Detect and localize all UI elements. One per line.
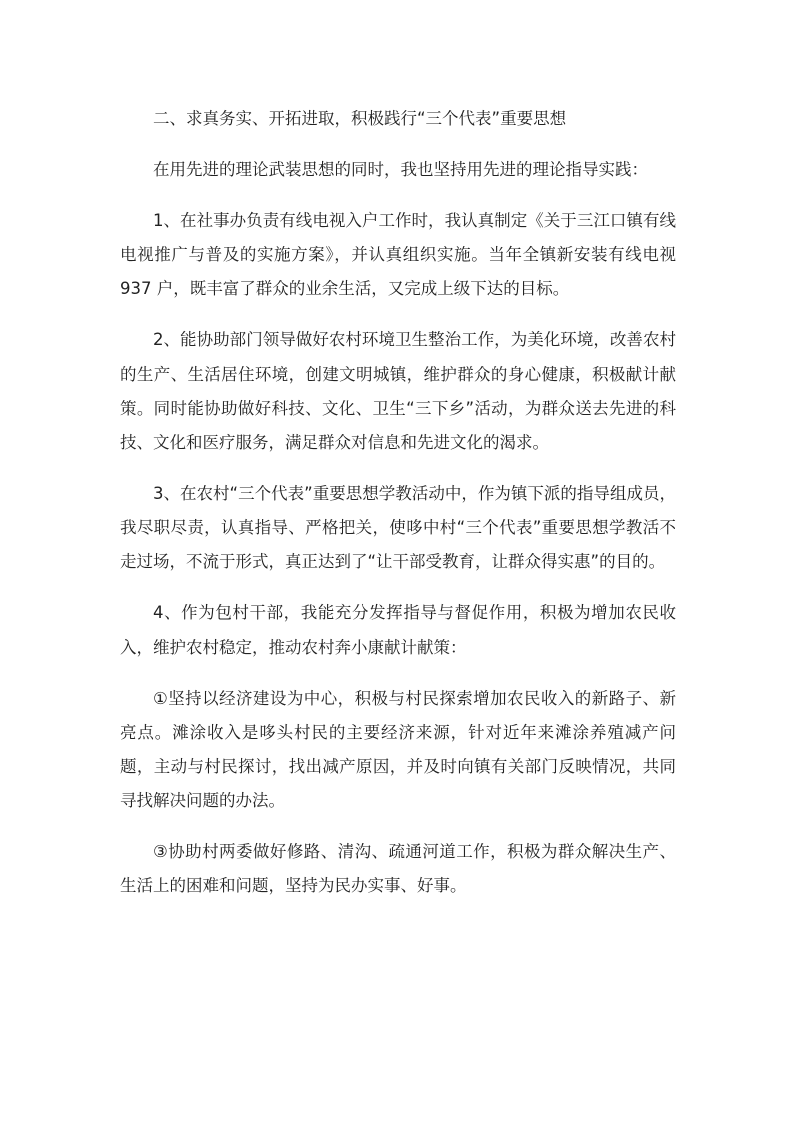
paragraph-item-4: 4、作为包村干部，我能充分发挥指导与督促作用，积极为增加农民收入，维护农村稳定，推动农村奔小康献计献策： [120,603,676,657]
sub-item-1: ①坚持以经济建设为中心，积极与村民探索增加农民收入的新路子、新亮点。滩涂收入是哆头村民的主要经济来源，针对近年来滩涂养殖减产问题，主动与村民探讨，找出减产原因，并及时向镇有关部门反映情况，共同寻找解决问题的办法。 [120,688,676,811]
intro-paragraph: 在用先进的理论武装思想的同时，我也坚持用先进的理论指导实践： [153,160,648,179]
section-heading: 二、求真务实、开拓进取，积极践行“三个代表”重要思想 [153,109,567,128]
paragraph-item-3: 3、在农村“三个代表”重要思想学教活动中，作为镇下派的指导组成员，我尽职尽责，认真指导、严格把关，使哆中村“三个代表”重要思想学教活不走过场，不流于形式，真正达到了“让干部受教育，让群众得实惠”的目的。 [120,484,676,572]
paragraph-item-1: 1、在社事办负责有线电视入户工作时，我认真制定《关于三江口镇有线电视推广与普及的实施方案》，并认真组织实施。当年全镇新安装有线电视 937 户，既丰富了群众的业余生活，又完成上级下达的目标。 [120,211,676,299]
document-page [120,102,676,904]
sub-item-3: ③协助村两委做好修路、清沟、疏通河道工作，积极为群众解决生产、生活上的困难和问题，坚持为民办实事、好事。 [120,842,676,896]
paragraph-item-2: 2、能协助部门领导做好农村环境卫生整治工作，为美化环境，改善农村的生产、生活居住环境，创建文明城镇，维护群众的身心健康，积极献计献策。同时能协助做好科技、文化、卫生“三下乡”活动，为群众送去先进的科技、文化和医疗服务，满足群众对信息和先进文化的渴求。 [120,330,676,453]
